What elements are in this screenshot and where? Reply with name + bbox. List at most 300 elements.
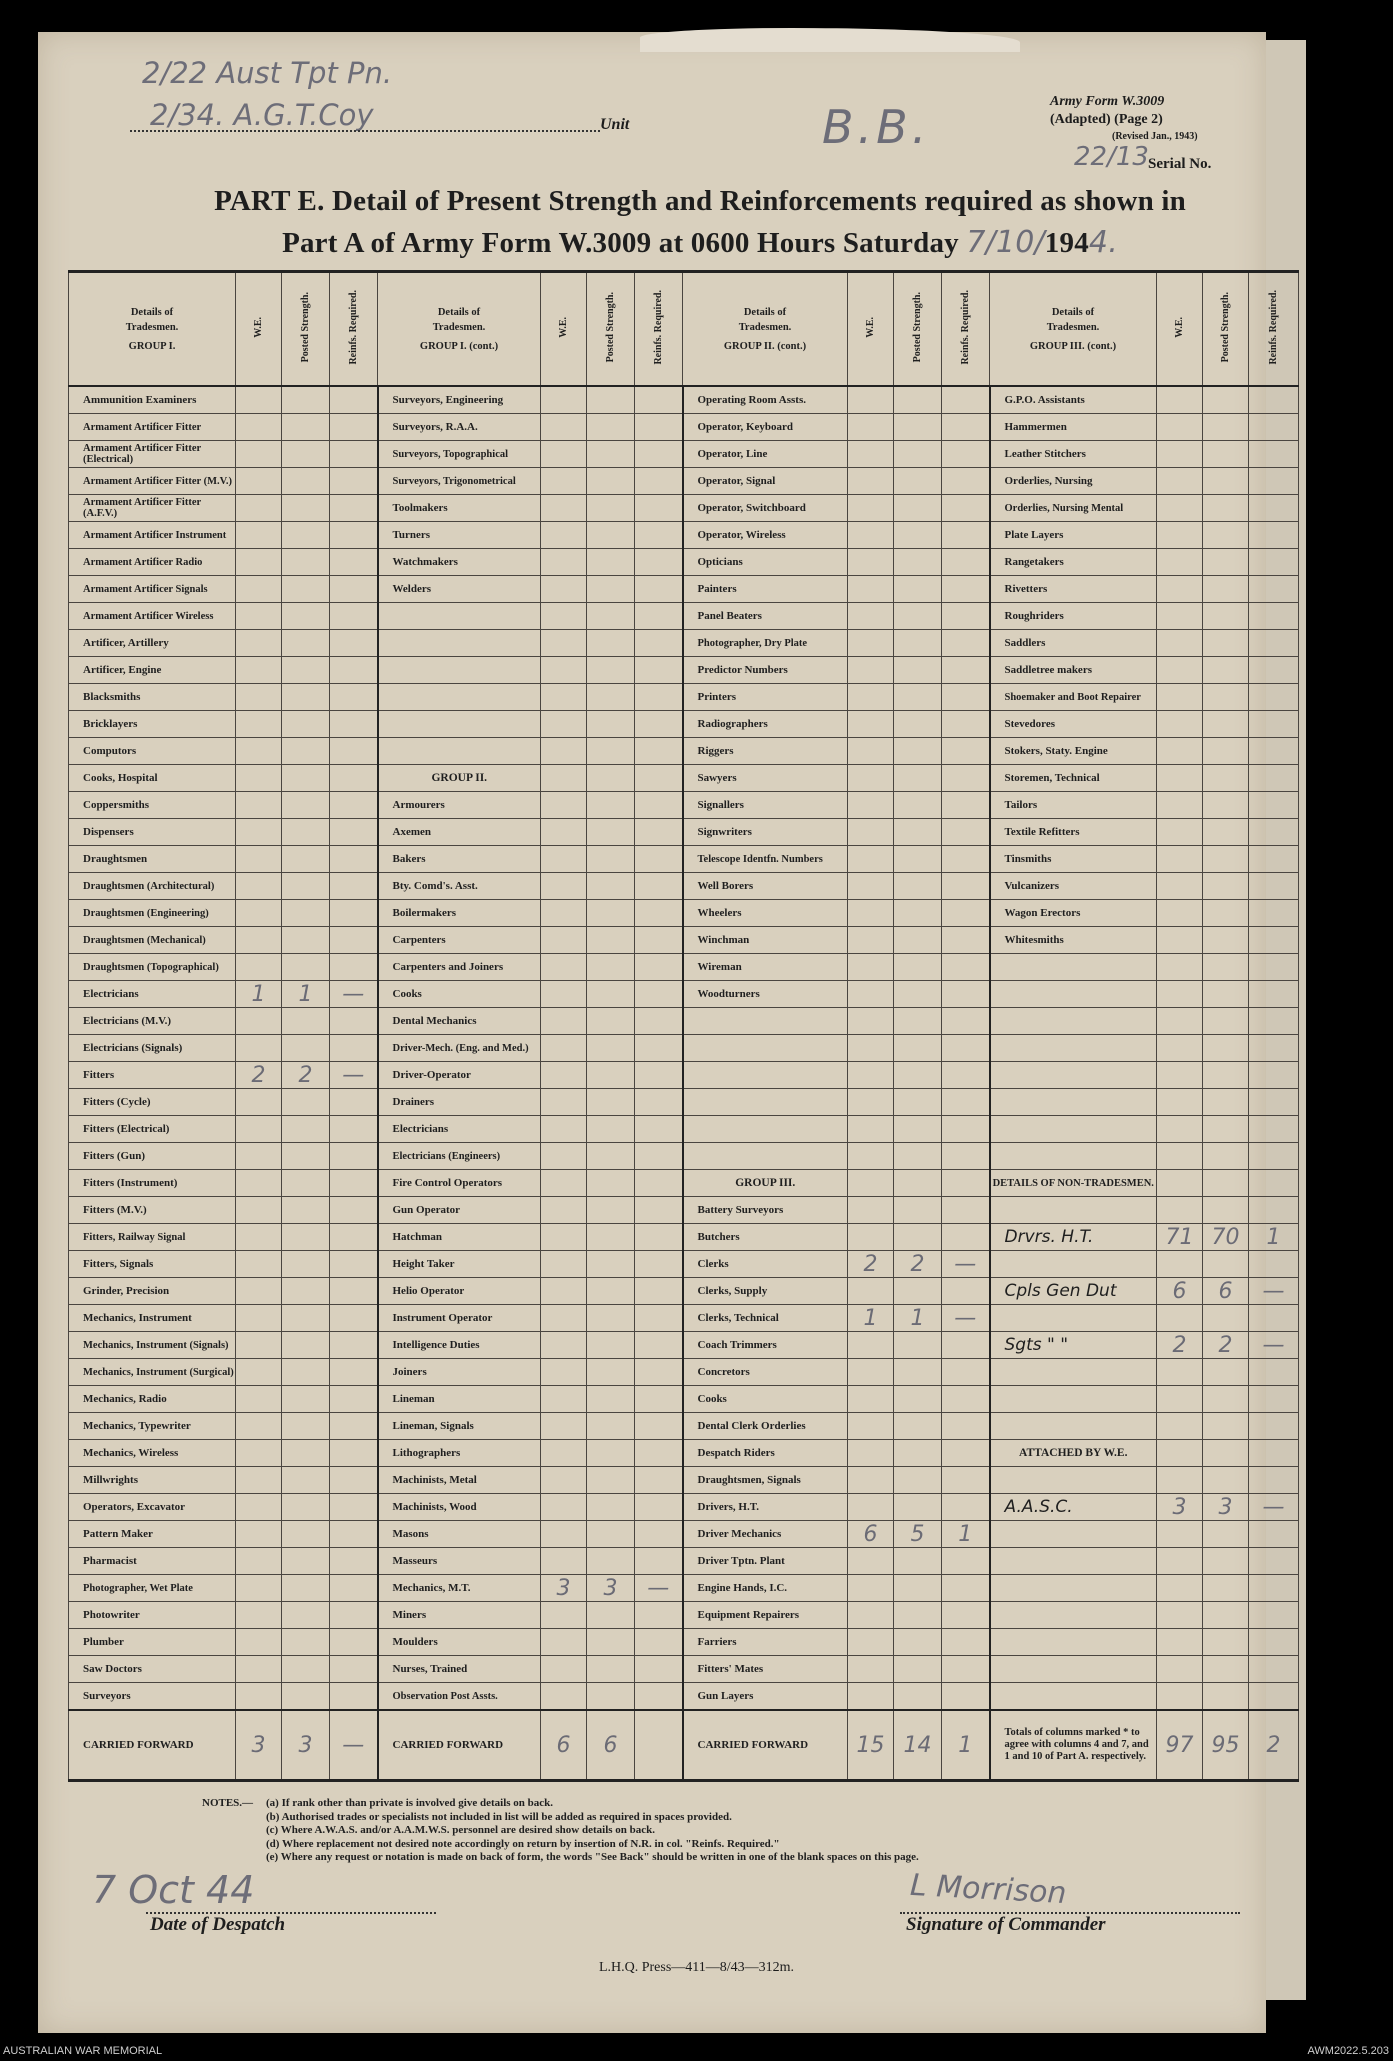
table-row: [69, 414, 1299, 441]
row-7-trade-2: Welders: [378, 576, 541, 603]
row-19-g2-col3: [635, 900, 683, 927]
row-1-g3-col2: [894, 414, 942, 441]
row-21-g2-col1: [541, 954, 587, 981]
row-15-g3-col2: [894, 792, 942, 819]
row-5-g2-col1: [541, 522, 587, 549]
header-reinfs-1: Reinfs. Required.: [330, 272, 378, 387]
row-25-g1-col2: 2: [282, 1062, 330, 1089]
carried-forward-label-2: CARRIED FORWARD: [378, 1710, 541, 1781]
row-26-g4-col2: [1203, 1089, 1249, 1116]
row-36-trade-2: Joiners: [378, 1359, 541, 1386]
row-42-g4-col1: [1157, 1521, 1203, 1548]
row-35-trade-3: Coach Trimmers: [683, 1332, 848, 1359]
row-26-g2-col3: [635, 1089, 683, 1116]
row-41-trade-3: Drivers, H.T.: [683, 1494, 848, 1521]
form-revised: (Revised Jan., 1943): [1112, 131, 1198, 142]
row-11-g2-col3: [635, 684, 683, 711]
row-46-g1-col3: [330, 1629, 378, 1656]
table-row: [69, 1008, 1299, 1035]
row-34-g2-col1: [541, 1305, 587, 1332]
table-row: [69, 1089, 1299, 1116]
serial-handwritten: 22/13: [1074, 142, 1149, 172]
row-45-g1-col2: [282, 1602, 330, 1629]
row-34-trade-2: Instrument Operator: [378, 1305, 541, 1332]
row-32-g1-col2: [282, 1251, 330, 1278]
row-20-g2-col3: [635, 927, 683, 954]
row-14-g3-col1: [848, 765, 894, 792]
row-3-g4-col1: [1157, 468, 1203, 495]
row-11-g3-col1: [848, 684, 894, 711]
row-38-trade-4: [990, 1413, 1157, 1440]
row-20-g1-col3: [330, 927, 378, 954]
row-6-trade-1: Armament Artificer Radio: [69, 549, 236, 576]
row-45-trade-1: Photowriter: [69, 1602, 236, 1629]
row-9-trade-2: [378, 630, 541, 657]
row-35-trade-2: Intelligence Duties: [378, 1332, 541, 1359]
row-37-g4-col2: [1203, 1386, 1249, 1413]
row-25-g3-col1: [848, 1062, 894, 1089]
cf-g1c-posted: 6: [587, 1710, 635, 1781]
row-36-trade-3: Concretors: [683, 1359, 848, 1386]
row-43-g2-col2: [587, 1548, 635, 1575]
row-1-trade-3: Operator, Keyboard: [683, 414, 848, 441]
row-46-g3-col1: [848, 1629, 894, 1656]
row-23-g4-col2: [1203, 1008, 1249, 1035]
row-3-g2-col1: [541, 468, 587, 495]
row-43-trade-1: Pharmacist: [69, 1548, 236, 1575]
row-29-g1-col3: [330, 1170, 378, 1197]
row-0-g1-col1: [236, 386, 282, 414]
row-43-g4-col2: [1203, 1548, 1249, 1575]
row-11-g3-col3: [942, 684, 990, 711]
row-38-g2-col1: [541, 1413, 587, 1440]
row-13-g4-col3: [1249, 738, 1299, 765]
table-row: [69, 1359, 1299, 1386]
row-39-g1-col3: [330, 1440, 378, 1467]
row-0-trade-2: Surveyors, Engineering: [378, 386, 541, 414]
row-18-g1-col3: [330, 873, 378, 900]
carried-forward-row: [69, 1710, 1299, 1781]
row-36-g3-col3: [942, 1359, 990, 1386]
row-4-g4-col3: [1249, 495, 1299, 522]
row-22-trade-1: Electricians: [69, 981, 236, 1008]
row-12-g3-col1: [848, 711, 894, 738]
row-36-g1-col2: [282, 1359, 330, 1386]
row-14-trade-2: GROUP II.: [378, 765, 541, 792]
row-37-g2-col2: [587, 1386, 635, 1413]
row-42-g1-col1: [236, 1521, 282, 1548]
row-6-g1-col1: [236, 549, 282, 576]
row-3-trade-1: Armament Artificer Fitter (M.V.): [69, 468, 236, 495]
row-43-trade-2: Masseurs: [378, 1548, 541, 1575]
row-10-g4-col3: [1249, 657, 1299, 684]
row-32-g3-col3: —: [942, 1251, 990, 1278]
table-row: [69, 522, 1299, 549]
row-7-g4-col2: [1203, 576, 1249, 603]
row-0-g3-col1: [848, 386, 894, 414]
row-30-g2-col1: [541, 1197, 587, 1224]
row-34-g3-col3: —: [942, 1305, 990, 1332]
row-39-g3-col1: [848, 1440, 894, 1467]
row-39-g4-col2: [1203, 1440, 1249, 1467]
row-2-g1-col2: [282, 441, 330, 468]
row-48-g4-col3: [1249, 1683, 1299, 1711]
row-30-g4-col3: [1249, 1197, 1299, 1224]
row-28-g4-col1: [1157, 1143, 1203, 1170]
row-17-g4-col3: [1249, 846, 1299, 873]
row-41-g2-col3: [635, 1494, 683, 1521]
row-27-g4-col2: [1203, 1116, 1249, 1143]
title-year-handwritten: 4.: [1088, 225, 1118, 260]
row-2-trade-3: Operator, Line: [683, 441, 848, 468]
row-47-trade-1: Saw Doctors: [69, 1656, 236, 1683]
table-row: [69, 576, 1299, 603]
row-30-g2-col2: [587, 1197, 635, 1224]
row-21-trade-1: Draughtsmen (Topographical): [69, 954, 236, 981]
row-3-g1-col1: [236, 468, 282, 495]
header-group-2-cont: Details of Tradesmen. GROUP II. (cont.): [683, 272, 848, 387]
row-4-g3-col2: [894, 495, 942, 522]
table-row: [69, 1332, 1299, 1359]
row-22-g4-col2: [1203, 981, 1249, 1008]
cf-g3c-reinfs: 2: [1249, 1710, 1299, 1781]
row-9-trade-4: Saddlers: [990, 630, 1157, 657]
row-10-g1-col1: [236, 657, 282, 684]
row-21-trade-4: [990, 954, 1157, 981]
row-19-trade-2: Boilermakers: [378, 900, 541, 927]
row-30-g2-col3: [635, 1197, 683, 1224]
row-42-g3-col2: 5: [894, 1521, 942, 1548]
row-45-g3-col1: [848, 1602, 894, 1629]
row-15-trade-3: Signallers: [683, 792, 848, 819]
row-6-g3-col1: [848, 549, 894, 576]
row-10-g2-col3: [635, 657, 683, 684]
row-12-trade-4: Stevedores: [990, 711, 1157, 738]
row-12-g2-col3: [635, 711, 683, 738]
header-we-1: W.E.: [236, 272, 282, 387]
row-35-g1-col2: [282, 1332, 330, 1359]
row-37-g4-col1: [1157, 1386, 1203, 1413]
row-9-g4-col3: [1249, 630, 1299, 657]
row-9-g2-col2: [587, 630, 635, 657]
row-40-g4-col2: [1203, 1467, 1249, 1494]
row-22-trade-3: Woodturners: [683, 981, 848, 1008]
row-32-trade-1: Fitters, Signals: [69, 1251, 236, 1278]
row-48-g1-col3: [330, 1683, 378, 1711]
row-42-trade-2: Masons: [378, 1521, 541, 1548]
row-26-trade-1: Fitters (Cycle): [69, 1089, 236, 1116]
row-6-g2-col1: [541, 549, 587, 576]
row-34-trade-4: [990, 1305, 1157, 1332]
row-26-g1-col3: [330, 1089, 378, 1116]
row-36-trade-1: Mechanics, Instrument (Surgical): [69, 1359, 236, 1386]
signature-label: Signature of Commander: [906, 1914, 1106, 1935]
row-29-trade-2: Fire Control Operators: [378, 1170, 541, 1197]
row-4-g2-col2: [587, 495, 635, 522]
row-18-g1-col2: [282, 873, 330, 900]
row-33-g3-col2: [894, 1278, 942, 1305]
row-46-g1-col2: [282, 1629, 330, 1656]
row-22-g2-col1: [541, 981, 587, 1008]
row-42-g2-col3: [635, 1521, 683, 1548]
note-c: (c) Where A.W.A.S. and/or A.A.M.W.S. personnel are desired show details on back.: [266, 1824, 656, 1836]
row-0-g3-col3: [942, 386, 990, 414]
row-25-g3-col3: [942, 1062, 990, 1089]
row-33-trade-1: Grinder, Precision: [69, 1278, 236, 1305]
row-33-g1-col2: [282, 1278, 330, 1305]
row-0-trade-3: Operating Room Assts.: [683, 386, 848, 414]
row-12-g1-col1: [236, 711, 282, 738]
row-26-g1-col2: [282, 1089, 330, 1116]
row-27-trade-4: [990, 1116, 1157, 1143]
row-31-g1-col1: [236, 1224, 282, 1251]
row-41-g4-col2: 3: [1203, 1494, 1249, 1521]
row-41-trade-2: Machinists, Wood: [378, 1494, 541, 1521]
row-8-g3-col3: [942, 603, 990, 630]
row-10-trade-3: Predictor Numbers: [683, 657, 848, 684]
row-31-trade-4: Drvrs. H.T.: [990, 1224, 1157, 1251]
row-44-trade-3: Engine Hands, I.C.: [683, 1575, 848, 1602]
row-11-g4-col3: [1249, 684, 1299, 711]
note-e: (e) Where any request or notation is made on back of form, the words "See Back" should be written in one of the blank spaces on this page.: [266, 1851, 919, 1863]
row-32-g4-col3: [1249, 1251, 1299, 1278]
row-27-g2-col1: [541, 1116, 587, 1143]
row-27-trade-1: Fitters (Electrical): [69, 1116, 236, 1143]
row-14-trade-3: Sawyers: [683, 765, 848, 792]
row-4-g2-col1: [541, 495, 587, 522]
row-44-g3-col2: [894, 1575, 942, 1602]
row-42-g2-col2: [587, 1521, 635, 1548]
row-8-g4-col3: [1249, 603, 1299, 630]
row-2-g2-col3: [635, 441, 683, 468]
row-44-g4-col3: [1249, 1575, 1299, 1602]
row-43-g2-col1: [541, 1548, 587, 1575]
row-33-g4-col2: 6: [1203, 1278, 1249, 1305]
row-11-g4-col1: [1157, 684, 1203, 711]
row-37-g4-col3: [1249, 1386, 1299, 1413]
row-6-g2-col3: [635, 549, 683, 576]
row-29-g4-col1: [1157, 1170, 1203, 1197]
row-19-g1-col3: [330, 900, 378, 927]
row-15-g1-col2: [282, 792, 330, 819]
row-17-trade-1: Draughtsmen: [69, 846, 236, 873]
row-18-trade-1: Draughtsmen (Architectural): [69, 873, 236, 900]
row-45-g3-col2: [894, 1602, 942, 1629]
row-12-g4-col3: [1249, 711, 1299, 738]
row-26-g4-col1: [1157, 1089, 1203, 1116]
row-16-g4-col1: [1157, 819, 1203, 846]
row-43-g2-col3: [635, 1548, 683, 1575]
row-23-g3-col2: [894, 1008, 942, 1035]
row-21-g2-col3: [635, 954, 683, 981]
row-27-g1-col2: [282, 1116, 330, 1143]
row-20-trade-4: Whitesmiths: [990, 927, 1157, 954]
row-21-g1-col1: [236, 954, 282, 981]
row-8-g2-col2: [587, 603, 635, 630]
table-row: [69, 1278, 1299, 1305]
row-37-trade-3: Cooks: [683, 1386, 848, 1413]
row-17-g3-col1: [848, 846, 894, 873]
row-19-g2-col1: [541, 900, 587, 927]
row-10-g1-col2: [282, 657, 330, 684]
header-posted-1: Posted Strength.: [282, 272, 330, 387]
row-29-g3-col2: [894, 1170, 942, 1197]
row-4-g4-col2: [1203, 495, 1249, 522]
row-36-g4-col3: [1249, 1359, 1299, 1386]
row-15-trade-2: Armourers: [378, 792, 541, 819]
row-48-trade-1: Surveyors: [69, 1683, 236, 1711]
row-16-g2-col2: [587, 819, 635, 846]
row-15-g4-col1: [1157, 792, 1203, 819]
row-29-g2-col1: [541, 1170, 587, 1197]
row-44-g4-col2: [1203, 1575, 1249, 1602]
row-46-g4-col1: [1157, 1629, 1203, 1656]
row-29-g1-col2: [282, 1170, 330, 1197]
table-row: [69, 954, 1299, 981]
row-17-g3-col2: [894, 846, 942, 873]
row-48-g3-col3: [942, 1683, 990, 1711]
row-8-g4-col1: [1157, 603, 1203, 630]
row-44-g1-col1: [236, 1575, 282, 1602]
row-2-g3-col2: [894, 441, 942, 468]
row-9-g4-col1: [1157, 630, 1203, 657]
row-29-trade-4: DETAILS OF NON-TRADESMEN.: [990, 1170, 1157, 1197]
row-14-g2-col2: [587, 765, 635, 792]
row-6-g1-col3: [330, 549, 378, 576]
row-4-g3-col1: [848, 495, 894, 522]
table-row: [69, 711, 1299, 738]
row-1-g2-col1: [541, 414, 587, 441]
row-16-g3-col2: [894, 819, 942, 846]
row-4-g4-col1: [1157, 495, 1203, 522]
row-17-g4-col1: [1157, 846, 1203, 873]
row-19-g1-col1: [236, 900, 282, 927]
row-22-g1-col3: —: [330, 981, 378, 1008]
row-17-g2-col2: [587, 846, 635, 873]
note-b: (b) Authorised trades or specialists not included in list will be added as required in spaces provided.: [266, 1810, 732, 1823]
row-40-trade-4: [990, 1467, 1157, 1494]
row-14-trade-4: Storemen, Technical: [990, 765, 1157, 792]
row-27-g2-col2: [587, 1116, 635, 1143]
row-40-g1-col1: [236, 1467, 282, 1494]
row-37-g3-col2: [894, 1386, 942, 1413]
row-48-trade-3: Gun Layers: [683, 1683, 848, 1711]
row-14-trade-1: Cooks, Hospital: [69, 765, 236, 792]
row-46-g4-col2: [1203, 1629, 1249, 1656]
row-41-g2-col2: [587, 1494, 635, 1521]
row-30-g3-col2: [894, 1197, 942, 1224]
table-row: [69, 684, 1299, 711]
row-22-g4-col3: [1249, 981, 1299, 1008]
row-22-g1-col1: 1: [236, 981, 282, 1008]
unit-handwritten-1: 2/22 Aust Tpt Pn.: [142, 56, 393, 90]
row-43-g3-col2: [894, 1548, 942, 1575]
unit-handwritten-2: 2/34. A.G.T.Coy: [150, 98, 374, 132]
cf-g1c-reinfs: [635, 1710, 683, 1781]
row-44-g1-col3: [330, 1575, 378, 1602]
row-19-g3-col3: [942, 900, 990, 927]
row-7-g1-col3: [330, 576, 378, 603]
note-a: (a) If rank other than private is involved give details on back.: [266, 1797, 554, 1809]
table-row: [69, 1116, 1299, 1143]
row-47-g3-col3: [942, 1656, 990, 1683]
table-row: [69, 386, 1299, 414]
carried-forward-label-3: CARRIED FORWARD: [683, 1710, 848, 1781]
form-number: Army Form W.3009: [1050, 94, 1165, 109]
row-40-g3-col2: [894, 1467, 942, 1494]
form-adapted: (Adapted) (Page 2): [1050, 112, 1163, 127]
row-25-trade-3: [683, 1062, 848, 1089]
row-23-g3-col3: [942, 1008, 990, 1035]
row-44-g1-col2: [282, 1575, 330, 1602]
row-24-g2-col3: [635, 1035, 683, 1062]
table-row: [69, 1656, 1299, 1683]
row-37-g1-col3: [330, 1386, 378, 1413]
row-9-trade-1: Artificer, Artillery: [69, 630, 236, 657]
row-19-g3-col1: [848, 900, 894, 927]
row-48-g3-col2: [894, 1683, 942, 1711]
row-15-trade-4: Tailors: [990, 792, 1157, 819]
row-23-g2-col1: [541, 1008, 587, 1035]
cf-g3c-we: 97: [1157, 1710, 1203, 1781]
row-8-trade-3: Panel Beaters: [683, 603, 848, 630]
notes-items: [266, 1797, 919, 1865]
row-0-g2-col3: [635, 386, 683, 414]
row-16-g2-col1: [541, 819, 587, 846]
row-29-g4-col2: [1203, 1170, 1249, 1197]
title-line-1: PART E. Detail of Present Strength and Reinforcements required as shown in: [214, 185, 1186, 217]
row-26-g3-col2: [894, 1089, 942, 1116]
row-9-g3-col2: [894, 630, 942, 657]
row-43-trade-4: [990, 1548, 1157, 1575]
row-5-g4-col1: [1157, 522, 1203, 549]
page-title: [150, 180, 1250, 264]
table-row: [69, 1521, 1299, 1548]
row-20-g4-col1: [1157, 927, 1203, 954]
row-5-g2-col2: [587, 522, 635, 549]
row-42-trade-3: Driver Mechanics: [683, 1521, 848, 1548]
row-9-g1-col3: [330, 630, 378, 657]
row-13-g2-col2: [587, 738, 635, 765]
row-28-g4-col2: [1203, 1143, 1249, 1170]
row-24-g1-col3: [330, 1035, 378, 1062]
row-34-g4-col1: [1157, 1305, 1203, 1332]
row-2-g4-col2: [1203, 441, 1249, 468]
row-31-g1-col3: [330, 1224, 378, 1251]
row-33-g3-col3: [942, 1278, 990, 1305]
row-3-g1-col3: [330, 468, 378, 495]
row-40-g2-col1: [541, 1467, 587, 1494]
row-5-g3-col2: [894, 522, 942, 549]
row-15-g3-col1: [848, 792, 894, 819]
row-45-g1-col1: [236, 1602, 282, 1629]
row-12-trade-2: [378, 711, 541, 738]
row-7-trade-4: Rivetters: [990, 576, 1157, 603]
row-38-trade-2: Lineman, Signals: [378, 1413, 541, 1440]
row-28-g1-col2: [282, 1143, 330, 1170]
row-3-g3-col3: [942, 468, 990, 495]
row-28-g4-col3: [1249, 1143, 1299, 1170]
row-19-trade-3: Wheelers: [683, 900, 848, 927]
row-31-g2-col2: [587, 1224, 635, 1251]
row-48-g4-col2: [1203, 1683, 1249, 1711]
table-row: [69, 1602, 1299, 1629]
row-33-trade-4: Cpls Gen Dut: [990, 1278, 1157, 1305]
row-39-g3-col3: [942, 1440, 990, 1467]
row-3-g2-col2: [587, 468, 635, 495]
header-reinfs-4: Reinfs. Required.: [1249, 272, 1299, 387]
row-36-g2-col3: [635, 1359, 683, 1386]
